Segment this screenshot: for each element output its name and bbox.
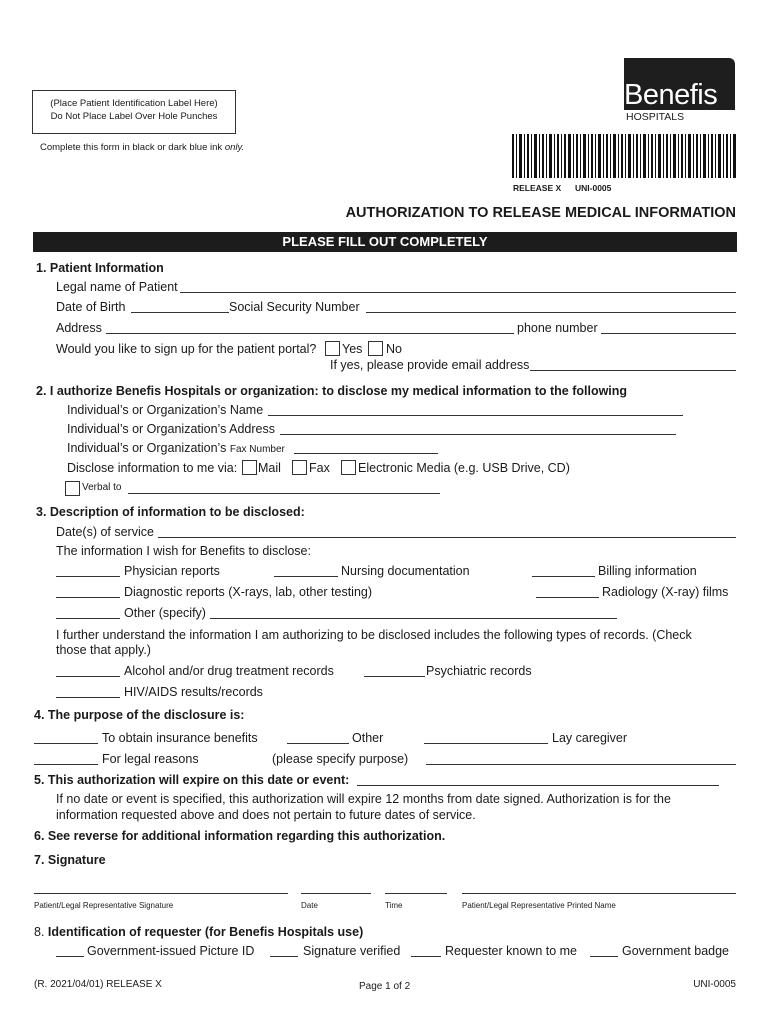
hiv-blank[interactable] [56,697,120,698]
verbal-checkbox[interactable] [65,481,80,496]
date-field[interactable] [301,893,371,894]
org-name-field[interactable] [268,415,683,416]
purpose-other-label: Other [352,731,384,745]
lay-blank[interactable] [424,743,548,744]
section6-heading: 6. See reverse for additional information regarding this authorization. [34,829,446,843]
section5-heading: 5. This authorization will expire on this date or event: [34,773,350,787]
address-field[interactable] [106,333,514,334]
nursing-blank[interactable] [274,576,338,577]
psych-label: Psychiatric records [426,664,532,678]
billing-label: Billing information [598,564,697,578]
disclose-via-label: Disclose information to me via: [67,461,238,475]
org-fax-prefix: Individual’s or Organization’s [67,441,227,455]
section7-heading: 7. Signature [34,853,106,867]
mail-label: Mail [258,461,281,475]
specify-field[interactable] [426,764,736,765]
physician-label: Physician reports [124,564,220,578]
legal-label: For legal reasons [102,752,199,766]
picture-id-label: Government-issued Picture ID [87,944,255,958]
verbal-field[interactable] [128,493,440,494]
diagnostic-blank[interactable] [56,597,120,598]
date-caption: Date [301,901,318,910]
portal-no-label: No [386,342,402,356]
fill-banner: PLEASE FILL OUT COMPLETELY [33,232,737,252]
portal-yes-label: Yes [342,342,363,356]
org-address-label: Individual’s or Organization’s Address [67,422,275,436]
portal-question: Would you like to sign up for the patient portal? [56,342,317,356]
section8-heading [34,925,363,939]
email-field[interactable] [530,370,736,371]
requester-known-blank[interactable] [411,956,441,957]
lay-label: Lay caregiver [552,731,628,745]
hiv-label: HIV/AIDS results/records [124,685,263,699]
legal-name-label: Legal name of Patient [56,280,178,294]
purpose-other-blank[interactable] [287,743,349,744]
footer-revision: (R. 2021/04/01) RELEASE X [34,979,162,990]
verbal-label: Verbal to [82,482,122,493]
label-instruction-2: Do Not Place Label Over Hole Punches [50,111,218,122]
expire-note-1: If no date or event is specified, this authorization will expire 12 months from date signed. Authorization is for the [56,792,671,806]
logo-name: Benefis [624,79,718,111]
org-name-label: Individual’s or Organization’s Name [67,403,264,417]
section1-heading: 1. Patient Information [36,261,164,275]
billing-blank[interactable] [532,576,595,577]
ink-note-emphasis: only. [224,142,245,153]
insurance-blank[interactable] [34,743,98,744]
insurance-label: To obtain insurance benefits [102,731,258,745]
dates-label: Date(s) of service [56,525,154,539]
logo-sub: HOSPITALS [626,111,685,123]
legal-name-field[interactable] [180,292,736,293]
specify-label: (please specify purpose) [272,752,409,766]
radiology-label: Radiology (X-ray) films [602,585,729,599]
portal-yes-checkbox[interactable] [325,341,340,356]
form-code: UNI-0005 [575,183,612,193]
signature-caption: Patient/Legal Representative Signature [34,901,174,910]
portal-no-checkbox[interactable] [368,341,383,356]
ssn-field[interactable] [366,312,736,313]
expire-field[interactable] [357,785,719,786]
org-fax-field[interactable] [294,453,438,454]
section4-heading: 4. The purpose of the disclosure is: [34,708,245,722]
understand-text-2: those that apply.) [56,643,151,657]
form-title: AUTHORIZATION TO RELEASE MEDICAL INFORMATION [345,205,736,221]
other-specify-field[interactable] [210,618,617,619]
psych-blank[interactable] [364,676,425,677]
printed-name-field[interactable] [462,893,736,894]
government-badge-blank[interactable] [590,956,618,957]
section8-num: 8. [34,925,45,939]
signature-verified-blank[interactable] [270,956,298,957]
picture-id-blank[interactable] [56,956,84,957]
radiology-blank[interactable] [536,597,599,598]
expire-note-2: information requested above and does not pertain to future dates of service. [56,808,476,822]
ink-note [40,142,244,153]
time-caption: Time [385,901,403,910]
footer-page: Page 1 of 2 [359,981,411,992]
dob-label: Date of Birth [56,300,126,314]
section2-heading: 2. I authorize Benefis Hospitals or organization: to disclose my medical information to the following [36,384,628,398]
other-blank[interactable] [56,618,120,619]
diagnostic-label: Diagnostic reports (X-rays, lab, other testing) [124,585,373,599]
dob-field[interactable] [131,312,229,313]
fax-checkbox[interactable] [292,460,307,475]
barcode [512,134,736,178]
government-badge-label: Government badge [622,944,730,958]
understand-text-1: I further understand the information I am authorizing to be disclosed includes the following types of records. (Check [56,628,692,642]
nursing-label: Nursing documentation [341,564,470,578]
signature-field[interactable] [34,893,288,894]
electronic-checkbox[interactable] [341,460,356,475]
label-instruction-1: (Place Patient Identification Label Here) [50,98,218,109]
phone-label: phone number [517,321,598,335]
requester-known-label: Requester known to me [445,944,578,958]
other-label: Other (specify) [124,606,206,620]
org-fax-suffix: Fax Number [229,444,285,455]
org-address-field[interactable] [280,434,676,435]
ink-note-text: Complete this form in black or dark blue ink [40,142,225,153]
footer-code: UNI-0005 [693,979,736,990]
electronic-label: Electronic Media (e.g. USB Drive, CD) [358,461,570,475]
phone-field[interactable] [601,333,736,334]
dates-field[interactable] [158,537,736,538]
signature-verified-label: Signature verified [303,944,401,958]
legal-blank[interactable] [34,764,98,765]
release-code: RELEASE X [513,183,562,193]
alcohol-label: Alcohol and/or drug treatment records [124,664,334,678]
time-field[interactable] [385,893,447,894]
physician-blank[interactable] [56,576,120,577]
patient-label-box [32,90,236,134]
email-label: If yes, please provide email address [330,358,530,372]
address-label: Address [56,321,102,335]
wish-label: The information I wish for Benefits to disclose: [56,544,311,558]
section8-title: Identification of requester (for Benefis Hospitals use) [47,925,364,939]
printed-name-caption: Patient/Legal Representative Printed Name [462,901,616,910]
section3-heading: 3. Description of information to be disclosed: [36,505,305,519]
mail-checkbox[interactable] [242,460,257,475]
fax-label: Fax [309,461,330,475]
ssn-label: Social Security Number [229,300,360,314]
org-fax-label [67,441,285,455]
alcohol-blank[interactable] [56,676,120,677]
